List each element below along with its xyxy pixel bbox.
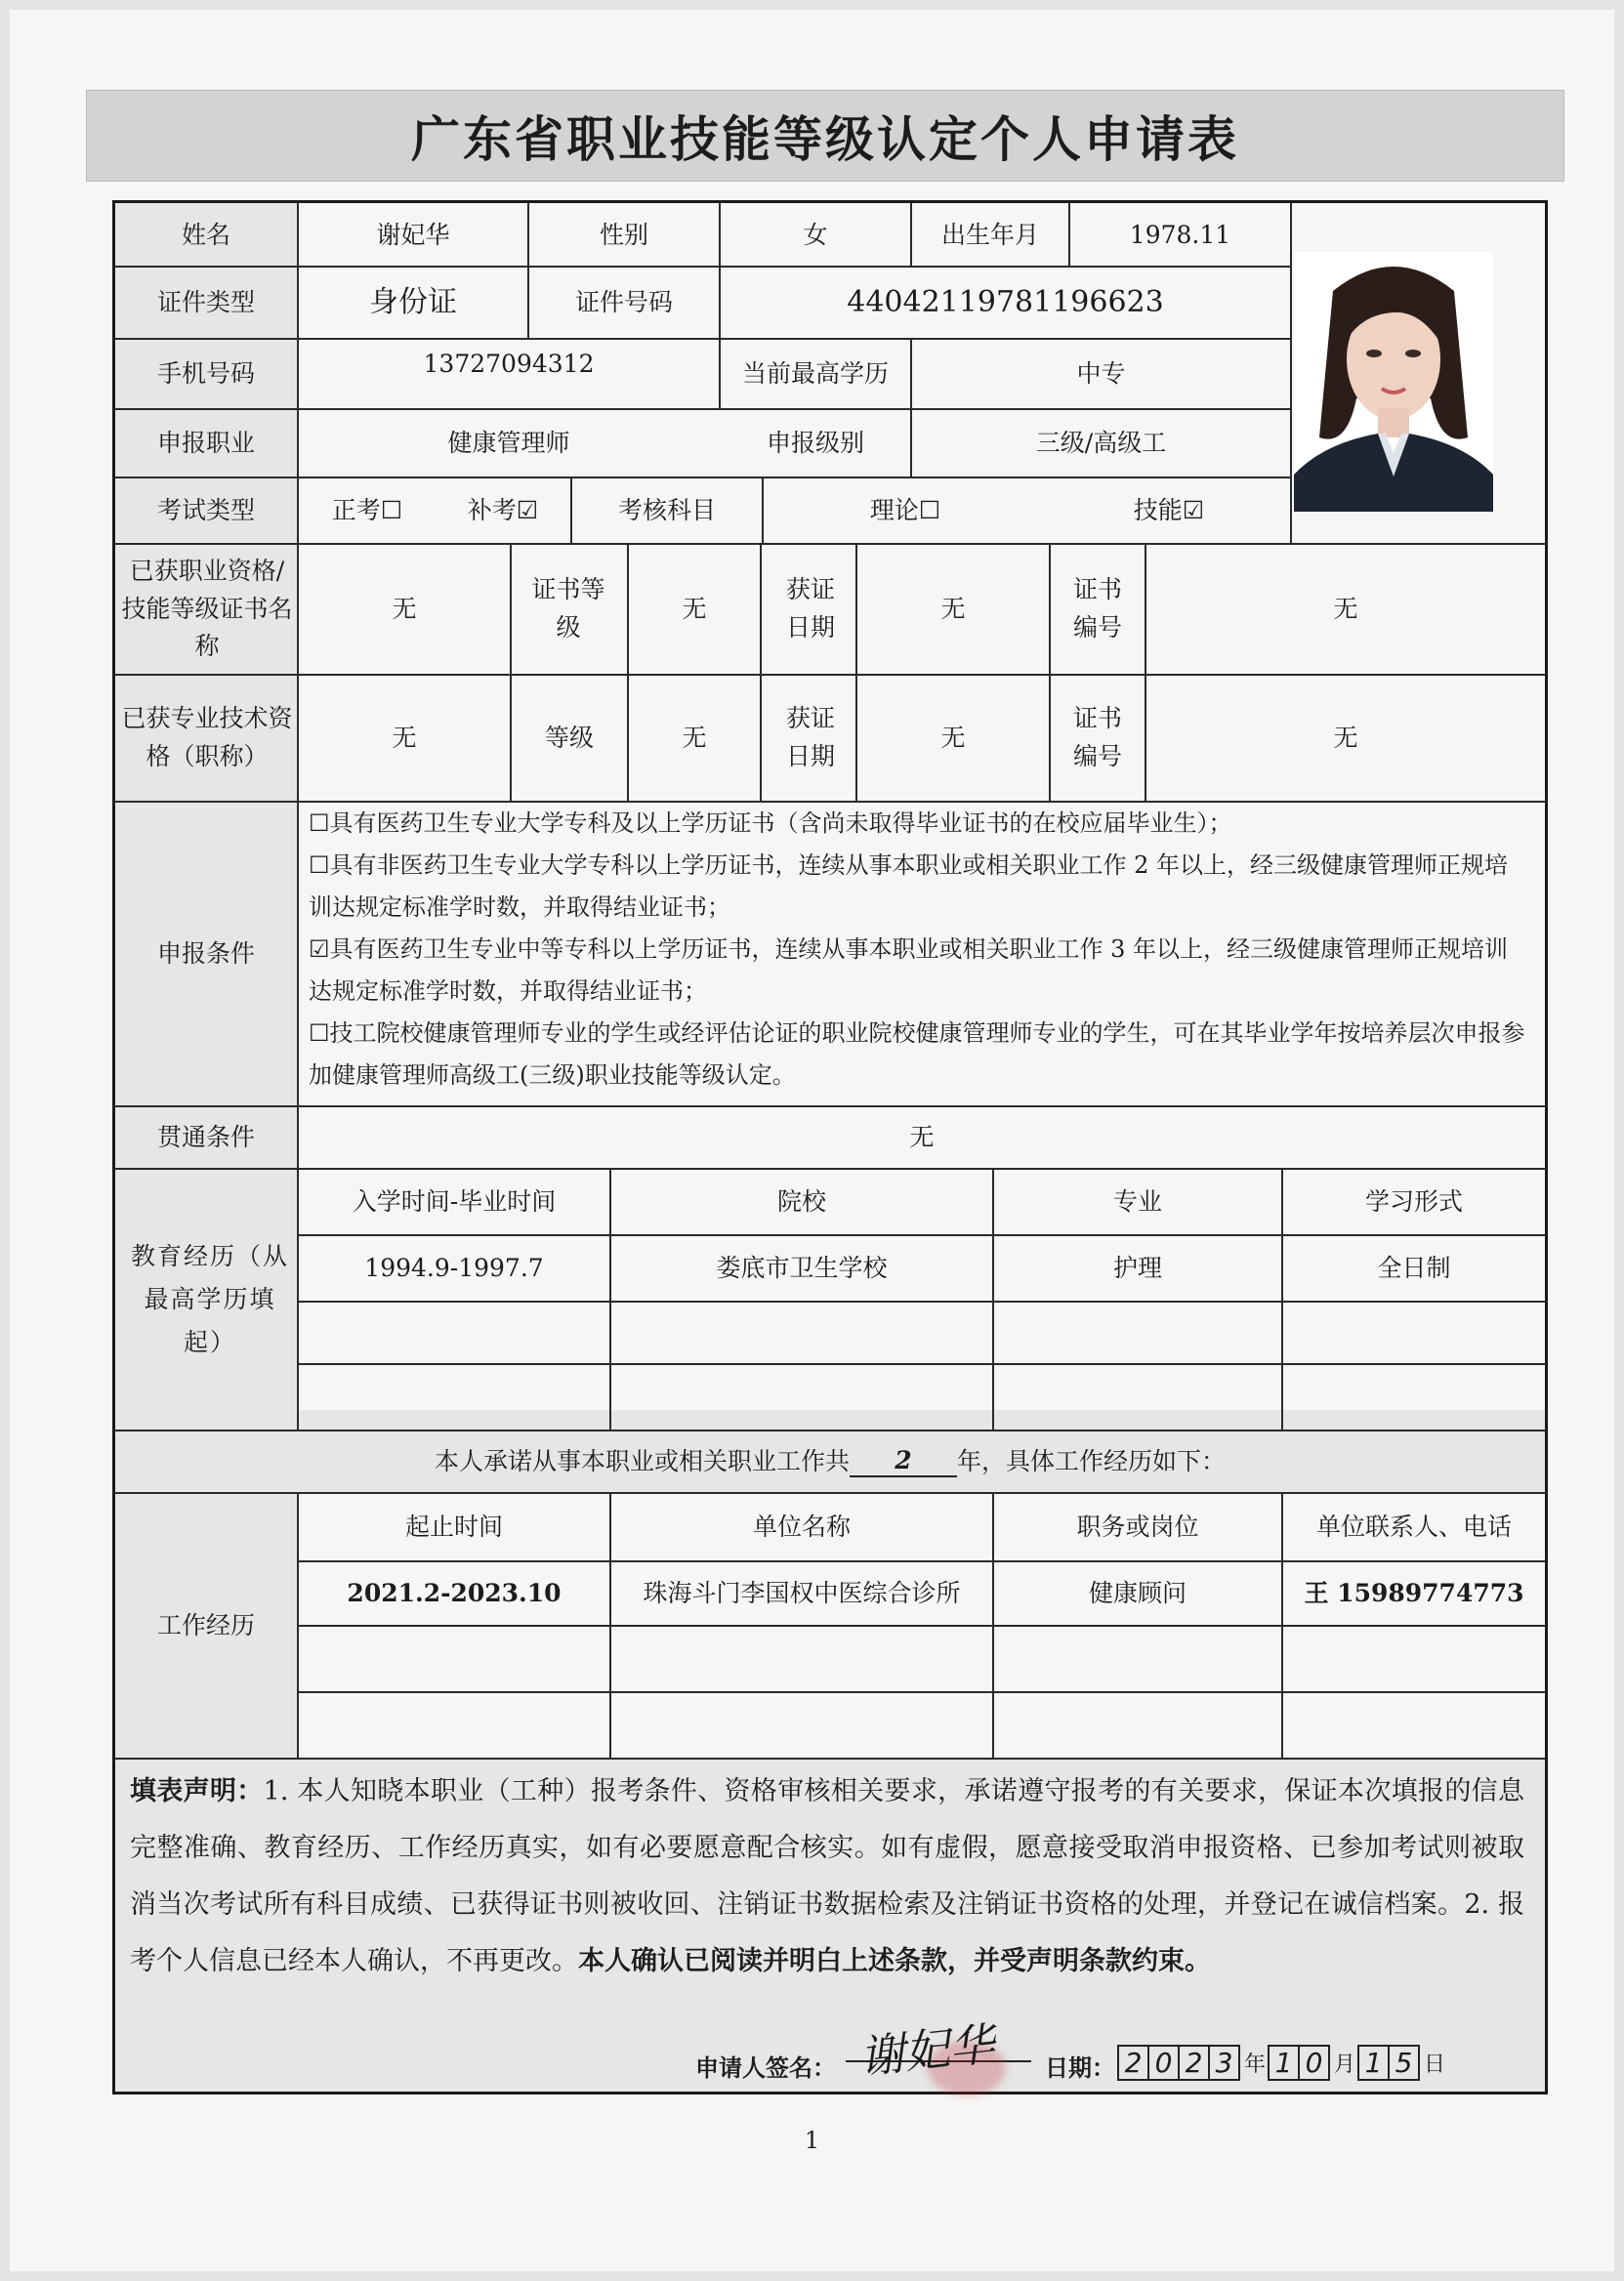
edu-row-period: 1994.9-1997.7: [364, 1253, 544, 1282]
work-header-position: 职务或岗位: [1076, 1512, 1199, 1541]
edu-row-school: 娄底市卫生学校: [716, 1253, 888, 1282]
date-boxes[interactable]: [1119, 2045, 1449, 2081]
work-header-contact: 单位联系人、电话: [1315, 1512, 1512, 1541]
date-digit[interactable]: 2: [1178, 2045, 1210, 2081]
gender-label: 性别: [599, 220, 648, 249]
commit-prefix: 本人承诺从事本职业或相关职业工作共: [434, 1446, 850, 1475]
cert-date-value: 无: [940, 594, 966, 623]
condition-item[interactable]: ☐技工院校健康管理师专业的学生或经评估论证的职业院校健康管理师专业的学生，可在其毕业学年按培养层次申报参加健康管理师高级工(三级)职业技能等级认定。: [309, 1019, 1525, 1089]
title-banner: [86, 90, 1564, 182]
work-label: 工作经历: [156, 1610, 255, 1639]
title-no-value: 无: [1333, 723, 1358, 752]
date-label: 日期：: [1045, 2053, 1115, 2082]
work-row-contact: 王 15989774773: [1304, 1578, 1524, 1607]
level-label: 申报级别: [766, 428, 864, 457]
date-digit[interactable]: 0: [1298, 2045, 1330, 2081]
edu-value: 中专: [1076, 358, 1126, 388]
title-date-value: 无: [940, 723, 966, 752]
edu-row-major: 护理: [1112, 1253, 1162, 1282]
handwritten-signature: 谢妃华: [856, 2016, 997, 2085]
declaration-tail: 本人确认已阅读并明白上述条款，并受声明条款约束。: [578, 1946, 1211, 1976]
job-value: 健康管理师: [447, 428, 570, 457]
edu-header-mode: 学习形式: [1364, 1186, 1463, 1216]
id-no-value: 44042119781196623: [847, 284, 1164, 319]
condition-item[interactable]: ☐具有医药卫生专业大学专科及以上学历证书（含尚未取得毕业证书的在校应届毕业生）；: [309, 809, 1232, 837]
id-type-label: 证件类型: [156, 287, 255, 316]
id-type-value: 身份证: [369, 284, 457, 319]
date-digit[interactable]: 1: [1268, 2045, 1300, 2081]
commit-years[interactable]: 2: [850, 1446, 957, 1477]
date-digit[interactable]: 1: [1357, 2045, 1390, 2081]
work-header-period: 起止时间: [404, 1512, 503, 1541]
commit-suffix: 年，具体工作经历如下：: [957, 1446, 1227, 1475]
date-digit[interactable]: 5: [1388, 2045, 1420, 2081]
cert-date-label: 获证日期: [785, 575, 835, 642]
subject-label: 考核科目: [617, 495, 716, 524]
edu-header-period: 入学时间-毕业时间: [352, 1186, 557, 1216]
level-value: 三级/高级工: [1035, 428, 1167, 457]
work-row-employer: 珠海斗门李国权中医综合诊所: [643, 1578, 961, 1607]
conditions-label: 申报条件: [156, 938, 255, 968]
edu-row-mode: 全日制: [1377, 1253, 1451, 1282]
signature-label: 申请人签名：: [695, 2053, 836, 2082]
work-row-position: 健康顾问: [1088, 1578, 1187, 1607]
condition-item[interactable]: ☐具有非医药卫生专业大学专科以上学历证书，连续从事本职业或相关职业工作 2 年以上，经三级健康管理师正规培训达规定标准学时数，并取得结业证书；: [309, 851, 1509, 921]
day-unit: 日: [1424, 2053, 1446, 2077]
through-label: 贯通条件: [156, 1122, 255, 1151]
work-commitment: [115, 1431, 1545, 1492]
phone-value: 13727094312: [423, 349, 595, 378]
edu-label: 当前最高学历: [741, 358, 889, 388]
edu-header-major: 专业: [1112, 1186, 1162, 1216]
cert-name-value: 无: [392, 594, 417, 623]
cert-no-label: 证书编号: [1072, 575, 1122, 642]
title-level-label: 等级: [544, 723, 594, 752]
exam-option-zhengkao[interactable]: 正考☐: [331, 495, 403, 524]
subject-option-jineng[interactable]: 技能☑: [1133, 495, 1205, 524]
condition-item[interactable]: ☑具有医药卫生专业中等专科以上学历证书，连续从事本职业或相关职业工作 3 年以上，经三级健康管理师正规培训达规定标准学时数，并取得结业证书；: [309, 935, 1509, 1005]
cert-level-label: 证书等级: [531, 575, 605, 642]
birth-label: 出生年月: [940, 220, 1039, 249]
gender-value: 女: [803, 220, 828, 249]
cert-level-value: 无: [682, 594, 707, 623]
phone-label: 手机号码: [156, 358, 255, 388]
declaration-body: 1. 本人知晓本职业（工种）报考条件、资格审核相关要求，承诺遵守报考的有关要求，保证本次填报的信息完整准确、教育经历、工作经历真实，如有必要愿意配合核实。如有虚假，愿意接受取消申报资格、已参加考试则被取消当次考试所有科目成绩、已获得证书则被收回、注销证书数据检索及注销证书资格的处理，并登记在诚信档案。2. 报考个人信息已经本人确认，不再更改。: [130, 1776, 1525, 1976]
edu-header-school: 院校: [776, 1186, 826, 1216]
declaration-text: [130, 1763, 1524, 1990]
birth-value: 1978.11: [1129, 220, 1231, 249]
page-number: 1: [804, 2127, 820, 2154]
date-digit[interactable]: 0: [1147, 2045, 1180, 2081]
subject-option-lilun[interactable]: 理论☐: [869, 495, 941, 524]
work-header-employer: 单位名称: [752, 1512, 851, 1541]
title-level-value: 无: [682, 723, 707, 752]
date-digit[interactable]: 2: [1117, 2045, 1149, 2081]
month-unit: 月: [1334, 2053, 1356, 2077]
date-digit[interactable]: 3: [1208, 2045, 1240, 2081]
title-date-label: 获证日期: [785, 704, 835, 770]
id-no-label: 证件号码: [574, 287, 673, 316]
job-label: 申报职业: [156, 428, 255, 457]
exam-type-label: 考试类型: [156, 495, 255, 524]
title-qualification-label: 已获专业技术资格（职称）: [121, 704, 293, 770]
name-value: 谢妃华: [376, 220, 450, 249]
name-label: 姓名: [181, 220, 230, 249]
cert-name-label: 已获职业资格/技能等级证书名称: [121, 556, 293, 661]
work-row-period: 2021.2-2023.10: [347, 1578, 562, 1607]
conditions-list: [309, 803, 1529, 1097]
education-label: 教育经历（从最高学历填起）: [130, 1242, 289, 1356]
year-unit: 年: [1244, 2053, 1267, 2077]
cert-no-value: 无: [1333, 594, 1358, 623]
declaration-lead: 填表声明：: [130, 1776, 264, 1806]
form-title: 广东省职业技能等级认定个人申请表: [411, 111, 1239, 168]
exam-option-bukao[interactable]: 补考☑: [467, 495, 539, 524]
title-qualification-value: 无: [392, 723, 417, 752]
through-value: 无: [909, 1122, 935, 1151]
title-no-label: 证书编号: [1072, 704, 1122, 770]
